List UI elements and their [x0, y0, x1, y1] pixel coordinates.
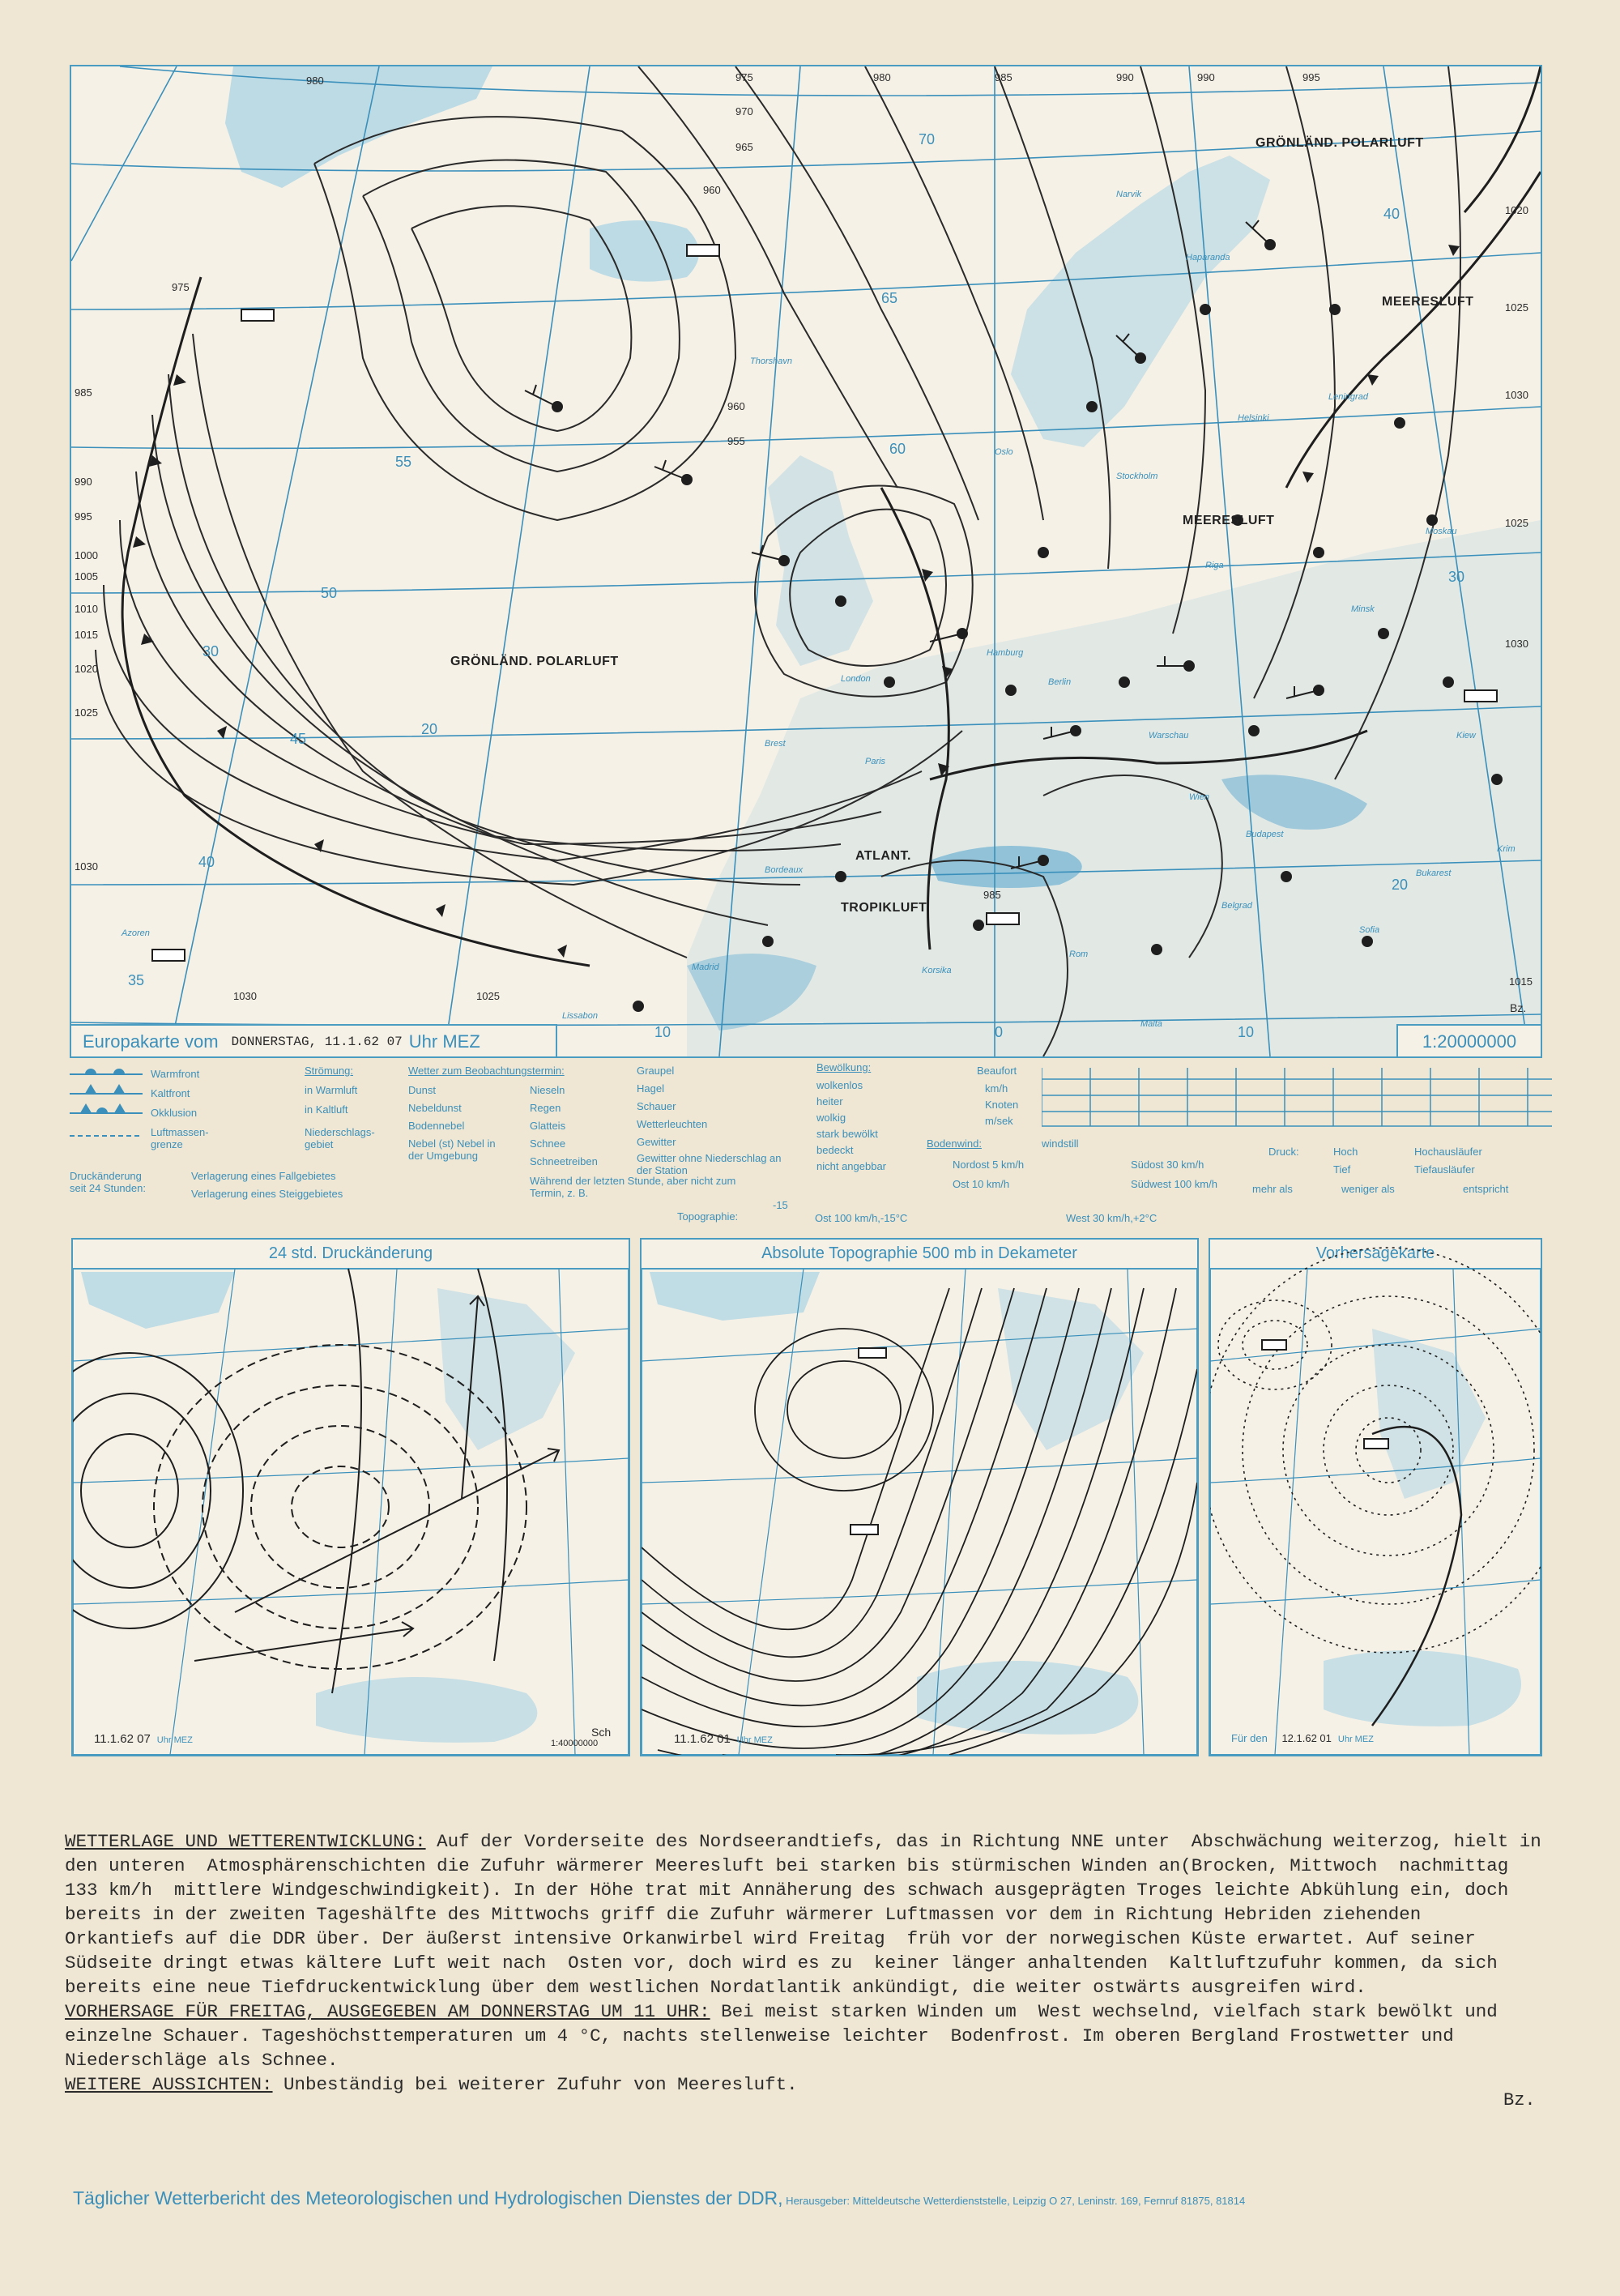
legend-warmfront: Warmfront	[151, 1068, 200, 1080]
isobar-label: 1025	[75, 706, 98, 719]
topography-500mb-panel	[640, 1238, 1199, 1756]
isobar-label: 1015	[75, 629, 98, 641]
pressure-change-chart	[73, 1240, 629, 1755]
map-graphics	[71, 66, 1541, 1056]
iceland-land	[590, 220, 699, 282]
place-label: Krim	[1497, 844, 1516, 854]
footer-publisher	[73, 2187, 1245, 2209]
isobar-label: 990	[1116, 71, 1134, 83]
topography-chart	[642, 1240, 1197, 1755]
panel-title: 24 std. Druckänderung	[268, 1244, 433, 1262]
isobar-label: 960	[703, 184, 721, 196]
place-label: Rom	[1069, 950, 1089, 959]
weather-report	[65, 1829, 1553, 2097]
europe-weather-map	[70, 65, 1542, 1058]
latitude-label: 35	[128, 972, 145, 988]
isobar-label: 990	[1197, 71, 1215, 83]
legend-weather-item: Nieseln	[530, 1084, 565, 1096]
report-heading-forecast: VORHERSAGE FÜR FREITAG, AUSGEGEBEN AM DONNERSTAG UM 11 UHR:	[65, 2001, 710, 2022]
place-label: Paris	[865, 757, 886, 766]
longitude-label: 30	[1448, 569, 1465, 585]
panel-scale: 1:40000000	[551, 1739, 599, 1748]
longitude-label: 10	[1238, 1024, 1255, 1040]
map-scale	[1396, 1024, 1541, 1058]
caption-suffix: Uhr MEZ	[408, 1031, 480, 1052]
isobar-label: 985	[75, 386, 92, 399]
legend-cloud-title: Bewölkung:	[816, 1061, 872, 1073]
legend-topography-title: Topographie:	[677, 1210, 739, 1223]
place-label: Thorshavn	[750, 356, 792, 366]
legend-topography-west: West 30 km/h,+2°C	[1066, 1212, 1157, 1224]
isobar-label: 970	[735, 105, 753, 117]
legend-weniger-als: weniger als	[1341, 1183, 1395, 1195]
legend-weather-item: Graupel	[637, 1065, 675, 1077]
isobar-label: 1025	[476, 990, 500, 1002]
longitude-label: 20	[421, 721, 438, 737]
legend-weather-item: Gewitter	[637, 1136, 676, 1148]
legend-knoten: Knoten	[985, 1099, 1019, 1111]
legend-weather-item: Gewitter ohne Niederschlag an der Station	[637, 1152, 782, 1176]
isobar-label: 1010	[75, 603, 98, 615]
legend-weather-item: Glatteis	[530, 1120, 566, 1132]
legend-cloud-item: bedeckt	[816, 1144, 854, 1156]
legend-mehr-als: mehr als	[1252, 1183, 1293, 1195]
legend-flow-title: Strömung:	[305, 1065, 353, 1077]
legend-weather-item: Schnee	[530, 1137, 566, 1150]
latitude-label: 65	[881, 290, 898, 306]
legend-hoch: Hoch	[1333, 1146, 1358, 1158]
airmass-label: GRÖNLÄND. POLARLUFT	[1256, 136, 1424, 150]
isobar-label: 1005	[75, 570, 98, 583]
legend-wind-item: Nordost 5 km/h	[953, 1159, 1025, 1171]
legend-cloud-item: nicht angebbar	[816, 1160, 887, 1172]
latitude-label: 40	[198, 854, 215, 870]
report-heading-outlook: WEITERE AUSSICHTEN:	[65, 2074, 273, 2095]
place-label: Azoren	[122, 928, 150, 938]
beaufort-scale	[1042, 1065, 1560, 1129]
place-label: Warschau	[1149, 731, 1189, 740]
place-label: Leningrad	[1328, 392, 1368, 402]
longitude-label: 40	[1383, 206, 1400, 222]
footer-main: Täglicher Wetterbericht des Meteorologischen und Hydrologischen Dienstes der DDR,	[73, 2187, 783, 2209]
map-caption	[71, 1024, 557, 1058]
isobar-label: 1030	[1505, 638, 1528, 650]
place-label: Belgrad	[1221, 901, 1252, 911]
isobar-label: 985	[995, 71, 1013, 83]
legend-flow-warm: in Warmluft	[305, 1084, 358, 1096]
legend-weather-note: Während der letzten Stunde, aber nicht zum Termin, z. B.	[530, 1175, 736, 1199]
isobar-label: 1020	[75, 663, 98, 675]
place-label: Bukarest	[1416, 868, 1452, 878]
legend-bodenwind-title: Bodenwind:	[927, 1137, 982, 1150]
isobar-label: 1025	[1505, 301, 1528, 314]
airmass-label: MEERESLUFT	[1183, 514, 1275, 527]
place-label: Helsinki	[1238, 413, 1269, 423]
panel-title: Vorhersagekarte	[1315, 1244, 1435, 1262]
legend-weather-item: Nebeldunst	[408, 1102, 462, 1114]
legend-pressure-change-title: Druckänderung seit 24 Stunden:	[70, 1170, 146, 1194]
panel-initials: Sch	[591, 1726, 612, 1739]
isobar-label: 995	[1302, 71, 1320, 83]
place-label: Wien	[1189, 792, 1209, 802]
report-situation-text: Auf der Vorderseite des Nordseerandtiefs, das in Richtung NNE unter Abschwächung weiterzog, hielt in den unteren Atmosphärenschichten die Zufuhr wärmerer Meeresluft bei starken bis stürmischen Winden an(Brocken, Mittwoch nachmittag 133 km/h mittlere Windgeschwindigkeit). In der Höhe trat mit Annäherung des schwach ausgeprägten Troges leichte Abkühlung ein, doch bereits in der zweiten Tageshälfte des Mittwochs griff die Zufuhr wärmerer Luftmassen vor dem in Richtung Hebriden ziehenden Orkantiefs auf die DDR über. Der äußerst intensive Orkanwirbel wird Freitag früh vor der norwegischen Küste erwartet. Auf seiner Südseite dringt etwas kältere Luft weit nach Osten vor, doch wird es zu keiner länger anhaltenden Kaltluftzufuhr kommen, da sich bereits eine neue Tiefdruckentwicklung über dem westlichen Nordatlantik ankündigt, die weiter ostwärts ausgreifen wird.	[65, 1831, 1553, 1998]
legend-weather-item: Schneetreiben	[530, 1155, 598, 1167]
caption-date: DONNERSTAG, 11.1.62 07	[231, 1035, 403, 1049]
isobar-label: 955	[727, 435, 745, 447]
report-forecast-text: Bei meist starken Winden um West wechselnd, vielfach stark bewölkt und einzelne Schauer. Tageshöchsttemperaturen um 4 °C, nachts stellenweise leichter Bodenfrost. Im oberen Bergland Frostwetter und Niederschläge als Schnee.	[65, 2001, 1509, 2071]
isobar-label: 1030	[75, 860, 98, 873]
longitude-label: 10	[654, 1024, 671, 1040]
longitude-label: 20	[1392, 877, 1409, 893]
legend-niederschlag: Niederschlags-gebiet	[305, 1126, 375, 1150]
legend-flow-cold: in Kaltluft	[305, 1103, 348, 1116]
caption-prefix: Europakarte vom	[83, 1031, 219, 1052]
isobar-label: 1020	[1505, 204, 1528, 216]
isobar-label: 975	[735, 71, 753, 83]
legend-weather-item: Bodennebel	[408, 1120, 465, 1132]
airmass-label: TROPIKLUFT	[841, 901, 927, 915]
isobar-label: 1000	[75, 549, 98, 561]
isobar-label: 1025	[1505, 517, 1528, 529]
legend-wind-item: Südwest 100 km/h	[1131, 1178, 1217, 1190]
isobar-label: 990	[75, 476, 92, 488]
legend-cloud-item: stark bewölkt	[816, 1128, 878, 1140]
legend-okklusion: Okklusion	[151, 1107, 198, 1119]
legend-wind-item: windstill	[1042, 1137, 1079, 1150]
legend-kmh: km/h	[985, 1082, 1008, 1095]
isobar-label: 1030	[233, 990, 257, 1002]
place-label: Lissabon	[562, 1011, 599, 1021]
place-label: Korsika	[922, 966, 952, 975]
place-label: Haparanda	[1186, 253, 1230, 262]
latitude-label: 60	[889, 441, 906, 457]
legend-cloud-item: wolkenlos	[816, 1079, 863, 1091]
map-initials: Bz.	[1510, 1001, 1527, 1014]
place-label: Riga	[1205, 561, 1224, 570]
isobar-label: 995	[75, 510, 92, 523]
isobar-label: 960	[727, 400, 745, 412]
place-label: Moskau	[1426, 527, 1457, 536]
legend-msek: m/sek	[985, 1115, 1013, 1127]
legend-fallgebiet: Verlagerung eines Fallgebietes	[191, 1170, 336, 1182]
place-label: Oslo	[995, 447, 1013, 457]
airmass-label: ATLANT.	[855, 849, 911, 863]
latitude-label: 70	[919, 131, 936, 147]
airmass-label: GRÖNLÄND. POLARLUFT	[450, 655, 619, 668]
report-heading-situation: WETTERLAGE UND WETTERENTWICKLUNG:	[65, 1831, 426, 1852]
legend-beaufort: Beaufort	[977, 1065, 1017, 1077]
legend-cloud-item: wolkig	[816, 1112, 846, 1124]
legend-tiefauslaeufer: Tiefausläufer	[1414, 1163, 1475, 1176]
forecast-chart	[1210, 1240, 1541, 1755]
isobar-label: 980	[306, 75, 324, 87]
isobar-label: 975	[172, 281, 190, 293]
panel-title: Absolute Topographie 500 mb in Dekameter	[761, 1244, 1077, 1262]
legend-luftmassengrenze: Luftmassen-grenze	[151, 1126, 209, 1150]
scale-text: 1:20000000	[1422, 1031, 1517, 1052]
isobar-label: 1015	[1509, 975, 1533, 988]
place-label: Madrid	[692, 962, 719, 972]
legend-druck-title: Druck:	[1268, 1146, 1299, 1158]
isobar-label: 985	[983, 889, 1001, 901]
report-outlook-text: Unbeständig bei weiterer Zufuhr von Meeresluft.	[272, 2074, 798, 2095]
legend-cloud-item: heiter	[816, 1095, 843, 1107]
footer-sub: Herausgeber: Mitteldeutsche Wetterdienststelle, Leipzig O 27, Leninstr. 169, Fernruf 81875, 81814	[782, 2195, 1246, 2207]
place-label: Kiew	[1456, 731, 1476, 740]
isobar-label: 1030	[1505, 389, 1528, 401]
place-label: Narvik	[1116, 190, 1142, 199]
place-label: Malta	[1140, 1019, 1162, 1029]
legend-entspricht: entspricht	[1463, 1183, 1509, 1195]
isobar-label: 965	[735, 141, 753, 153]
longitude-label: 30	[202, 643, 220, 659]
longitude-label: 0	[995, 1024, 1004, 1040]
panel-date: 11.1.62 07 Uhr MEZ	[94, 1732, 193, 1746]
forecast-panel	[1209, 1238, 1542, 1756]
latitude-label: 50	[321, 585, 338, 601]
legend-weather-item: Wetterleuchten	[637, 1118, 708, 1130]
legend-wind-item: Ost 10 km/h	[953, 1178, 1010, 1190]
legend-topography-value: -15	[773, 1199, 788, 1211]
legend-hochauslaeufer: Hochausläufer	[1414, 1146, 1482, 1158]
legend-weather-title: Wetter zum Beobachtungstermin:	[408, 1065, 565, 1077]
legend-weather-item: Nebel (st) Nebel in der Umgebung	[408, 1137, 496, 1162]
report-initials: Bz.	[1503, 2090, 1536, 2110]
panel-date: 11.1.62 01 Uhr MEZ	[674, 1732, 773, 1746]
airmass-label: MEERESLUFT	[1382, 295, 1474, 309]
legend-kaltfront: Kaltfront	[151, 1087, 190, 1099]
place-label: Budapest	[1246, 830, 1284, 839]
panel-date: Für den 12.1.62 01 Uhr MEZ	[1231, 1732, 1374, 1744]
latitude-label: 45	[290, 731, 307, 747]
legend-front-symbols	[70, 1066, 151, 1155]
place-label: Stockholm	[1116, 472, 1158, 481]
isobar-label: 980	[873, 71, 891, 83]
place-label: Sofia	[1359, 925, 1380, 935]
place-label: Hamburg	[987, 648, 1024, 658]
legend-steiggebiet: Verlagerung eines Steiggebietes	[191, 1188, 343, 1200]
pressure-change-panel	[71, 1238, 630, 1756]
legend-weather-item: Hagel	[637, 1082, 664, 1095]
scandinavia-land	[1011, 156, 1270, 447]
place-label: Brest	[765, 739, 786, 749]
place-label: Bordeaux	[765, 865, 804, 875]
legend-weather-item: Regen	[530, 1102, 561, 1114]
legend-topography-east: Ost 100 km/h,-15°C	[815, 1212, 908, 1224]
legend-tief: Tief	[1333, 1163, 1351, 1176]
legend-weather-item: Schauer	[637, 1100, 676, 1112]
legend-weather-item: Dunst	[408, 1084, 436, 1096]
place-label: Berlin	[1048, 677, 1072, 687]
place-label: London	[841, 674, 871, 684]
map-legend	[70, 1061, 1539, 1223]
latitude-label: 55	[395, 454, 412, 470]
place-label: Minsk	[1351, 604, 1375, 614]
legend-wind-item: Südost 30 km/h	[1131, 1159, 1204, 1171]
